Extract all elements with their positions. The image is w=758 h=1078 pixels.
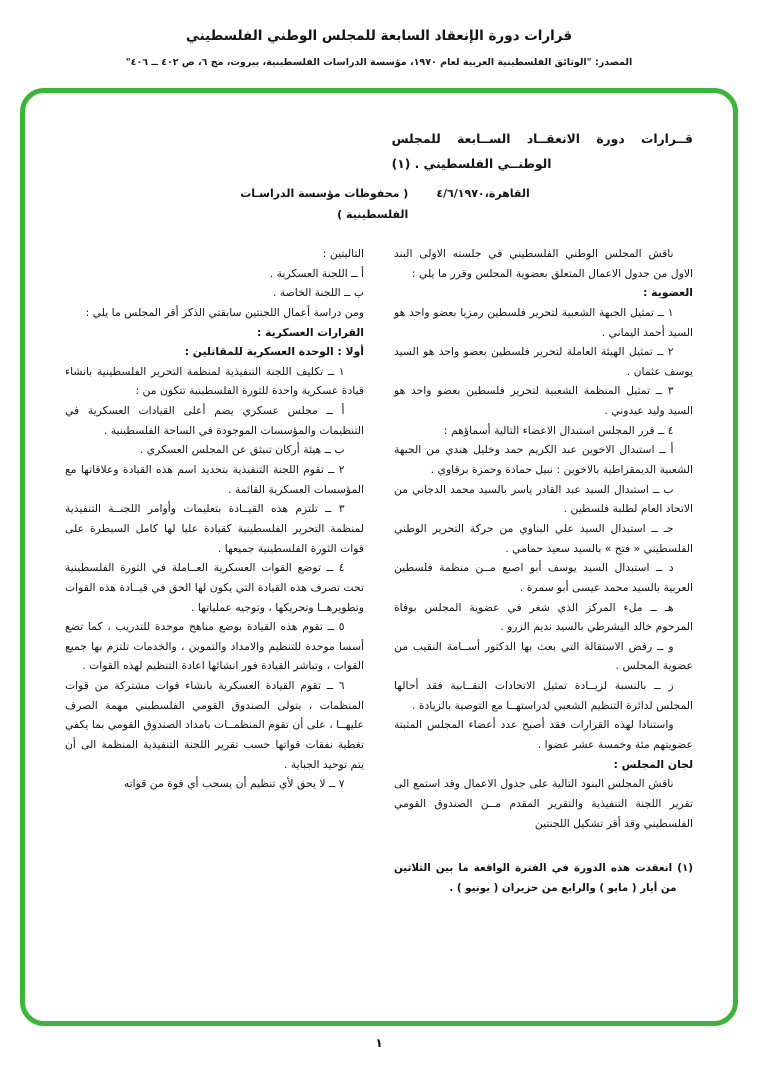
paragraph: ناقش المجلس البنود التالية على جدول الاعمال وقد استمع الى تقرير اللجنة التنفيذية والتقرير المقدم مــن الصندوق القومي الفلسطيني وقد أقر تشكيل اللجنتين [394, 777, 693, 830]
paragraph: ٦ ــ تقوم القيادة العسكرية بانشاء قوات مشتركة من قوات المنظمات ، يتولى الصندوق القومي الفلسطيني مهمة الصرف عليهــا ، على أن تقوم المنظمــات بامداد الصندوق القومي بما يكفي تغطية نفقات قواتها حسب تقرير اللجنة التنفيذية المنظمة الى أن يتم توحيد الجباية . [65, 679, 364, 771]
section-heading: أولا : الوحدة العسكرية للمقاتلين : [184, 345, 364, 359]
text-columns [65, 244, 693, 898]
paragraph: هـ ــ ملء المركز الذي شغر في عضوية المجلس بوفاة المرحوم خالد اليشرطي بالسيد نديم الزرو . [394, 600, 693, 634]
section-heading: لجان المجلس : [613, 757, 693, 771]
paragraph: واستنادا لهذه القرارات فقد أصبح عدد أعضاء المجلس المثبتة عضويتهم مئة وخمسة عشر عضوا . [394, 718, 693, 751]
page-number: ١ [375, 1036, 383, 1050]
source-line: المصدر: "الوثائق الفلسطينية العربية لعام ١٩٧٠، مؤسسة الدراسات الفلسطينية، بيروت، مج ٦، ص ٤٠٢ ــ ٤٠٦" [125, 57, 633, 68]
paragraph: جـ ــ استبدال السيد علي البناوي من حركة التحرير الوطني الفلسطيني « فتح » بالسيد سعيد حمامي . [394, 521, 693, 555]
paragraph: ١ ــ تكليف اللجنة التنفيذية لمنظمة التحرير الفلسطينية بانشاء قيادة عسكرية واحدة للثورة الفلسطينية تتكون من : [65, 364, 364, 398]
paragraph: ب ــ اللجنة الخاصة . [272, 286, 364, 300]
paragraph: ناقش المجلس الوطني الفلسطيني في جلسته الاولى البند الاول من جدول الاعمال المتعلق بعضوية المجلس وقرر ما يلي : [394, 246, 693, 280]
section-heading: القرارات العسكرية : [257, 325, 364, 339]
paragraph: ٢ ــ تمثيل الهيئة العاملة لتحرير فلسطين بعضو واحد هو السيد يوسف عثمان . [394, 345, 693, 378]
paragraph: ٣ ــ تمثيل المنظمة الشعبية لتحرير فلسطين بعضو واحد هو السيد وليد عيدوني . [394, 384, 693, 418]
paragraph: ٤ ــ قرر المجلس استبدال الاعضاء التالية أسماؤهم : [443, 423, 674, 437]
footnote: (١) انعقدت هذه الدورة في الفترة الواقعة ما بين الثلاثين من أيار ( مايو ) والرابع من حزيران ( يونيو ) . [394, 862, 693, 894]
paragraph: ٥ ــ تقوم هذه القيادة بوضع مناهج موحدة للتدريب ، كما تضع أسسا موحدة للتنظيم والامداد والتموين ، والخدمات تلتزم بها جميع القوات ، وتباشر القيادة فور انشائها اعادة التنظيم لهذه القوات . [65, 620, 364, 673]
document-title: قــرارات دورة الانعقــاد الســابعة للمجلس الوطنــي الفلسطيني . (١) [391, 132, 693, 171]
column-left-paragraphs [65, 244, 364, 794]
document-box [20, 88, 738, 1026]
paragraph: أ ــ استبدال الاخوين عبد الكريم حمد وخليل هندي من الجبهة الشعبية الديمقراطية بالاخوين : نبيل حمادة وحمزة برقاوي . [394, 443, 693, 477]
paragraph: ب ــ استبدال السيد عبد القادر ياسر بالسيد محمد الدجاني من الاتحاد العام لطلبة فلسطين . [394, 482, 693, 516]
column-left [65, 244, 364, 898]
column-right [394, 244, 693, 898]
paragraph: أ ــ مجلس عسكري يضم أعلى القيادات العسكرية في التنظيمات والمؤسسات الموجودة في الساحة الفلسطينية . [65, 404, 364, 437]
paragraph: ومن دراسة أعمال اللجنتين سابقتي الذكر أقر المجلس ما يلي : [85, 305, 364, 319]
paragraph: ١ ــ تمثيل الجبهة الشعبية لتحرير فلسطين رمزيا بعضو واحد هو السيد أحمد اليماني . [394, 305, 693, 339]
page-title: قرارات دورة الإنعقاد السابعة للمجلس الوطني الفلسطيني [185, 28, 573, 44]
document-date: القاهرة،٤/٦/١٩٧٠ [436, 187, 530, 201]
paragraph: أ ــ اللجنة العسكرية . [269, 266, 364, 280]
paragraph: د ــ استبدال السيد يوسف أبو اصبع مــن منظمة فلسطين العربية بالسيد محمد عيسى أبو سمرة . [394, 561, 693, 594]
paragraph: ز ــ بالنسبة لزيــادة تمثيل الاتحادات النقــابية فقد أحالها المجلس لدائرة التنظيم الشعبي لدراستهــا مع التوصية بالزيادة . [394, 679, 693, 712]
paragraph: التاليتين : [322, 246, 364, 260]
column-right-paragraphs [394, 244, 693, 833]
archive-note: ( محفوظات مؤسسة الدراسـات الفلسطينية ) [240, 187, 409, 222]
paragraph: ٧ ــ لا يحق لأي تنظيم أن يسحب أي قوة من قواته [123, 777, 345, 791]
paragraph: ٣ ــ تلتزم هذه القيــادة بتعليمات وأوامر اللجنــة التنفيذية لمنظمة التحرير الفلسطينية كقيادة عليا لها كامل السيطرة على قوات الثورة الفلسطينية جميعها . [65, 502, 364, 555]
page-header [0, 0, 758, 68]
paragraph: ٤ ــ توضع القوات العسكرية العــاملة في الثورة الفلسطينية تحت تصرف هذه القيادة التي يكون لها الحق في قيــادة هذه القوات وتطويرهــا وتحريكها ، وتوجيه عملياتها . [65, 561, 364, 614]
paragraph: و ــ رفض الاستقالة التي بعث بها الدكتور أســامة النقيب من عضوية المجلس . [394, 639, 693, 673]
section-heading: العضوية : [643, 286, 693, 300]
paragraph: ب ــ هيئة أركان تنبثق عن المجلس العسكري . [139, 443, 345, 457]
paragraph: ٢ ــ تقوم اللجنة التنفيذية بتحديد اسم هذه القيادة وعلاقاتها مع المؤسسات العسكرية القائمة . [65, 463, 364, 496]
document-meta [65, 184, 530, 226]
